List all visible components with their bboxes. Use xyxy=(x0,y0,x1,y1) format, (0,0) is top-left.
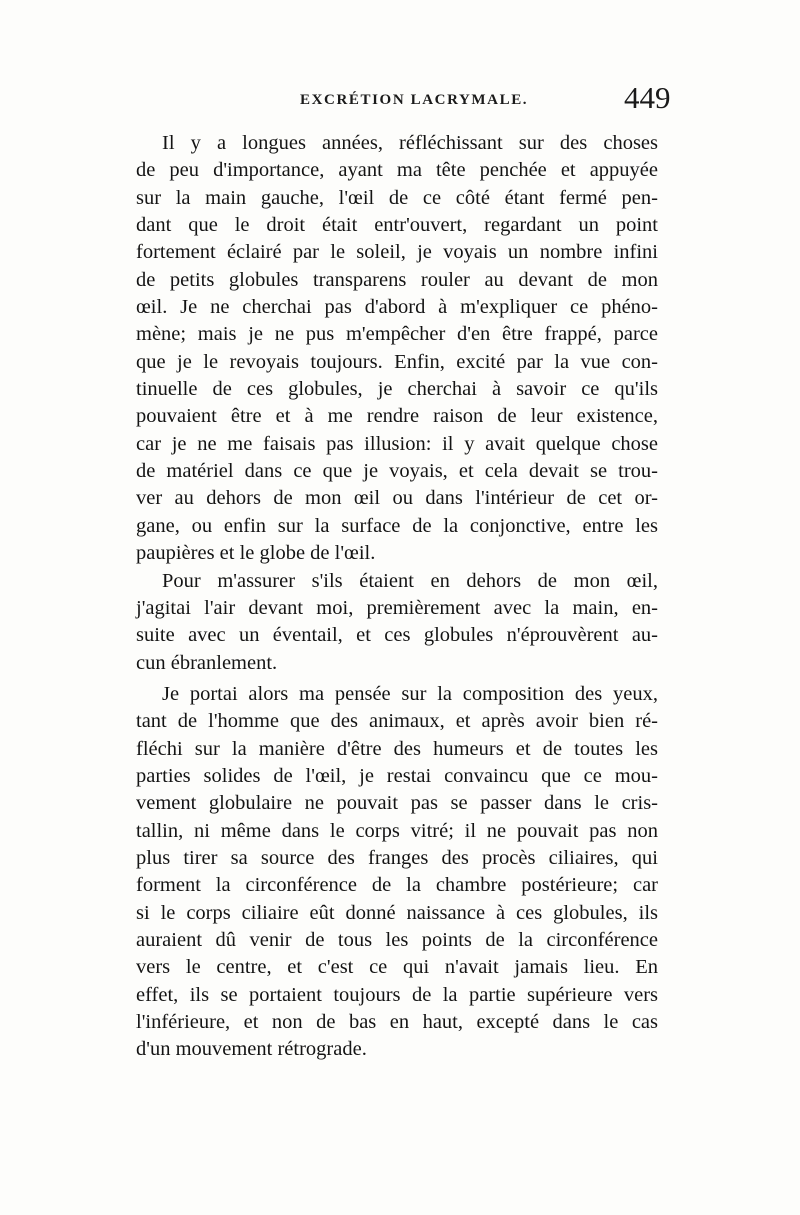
text-line: si le corps ciliaire eût donné naissance à ces globules, ils xyxy=(136,901,658,924)
text-line: effet, ils se portaient toujours de la partie supérieure vers xyxy=(136,983,658,1006)
text-line: tant de l'homme que des animaux, et après avoir bien ré- xyxy=(136,710,658,733)
text-line: l'inférieure, et non de bas en haut, excepté dans le cas xyxy=(136,1011,658,1033)
text-line: cun ébranlement. xyxy=(136,651,278,674)
text-line: vement globulaire ne pouvait pas se passer dans le cris- xyxy=(136,792,658,815)
text-line: que je le revoyais toujours. Enfin, excité par la vue con- xyxy=(136,350,658,373)
text-line: fortement éclairé par le soleil, je voyais un nombre infini xyxy=(136,241,658,264)
text-line: paupières et le globe de l'œil. xyxy=(136,542,376,565)
text-line: j'agitai l'air devant moi, premièrement avec la main, en- xyxy=(136,596,658,619)
text-line: de peu d'importance, ayant ma tête penchée et appuyée xyxy=(136,159,658,182)
text-line: car je ne me faisais pas illusion: il y avait quelque chose xyxy=(136,432,658,455)
text-line: fléchi sur la manière d'être des humeurs et de toutes les xyxy=(136,737,658,760)
text-line: de matériel dans ce que je voyais, et cela devait se trou- xyxy=(136,460,658,483)
text-line: d'un mouvement rétrograde. xyxy=(136,1038,367,1061)
text-line: pouvaient être et à me rendre raison de leur existence, xyxy=(136,405,658,428)
text-line: auraient dû venir de tous les points de la circonférence xyxy=(136,928,658,951)
text-line: suite avec un éventail, et ces globules n'éprouvèrent au- xyxy=(136,624,658,647)
text-line: sur la main gauche, l'œil de ce côté étant fermé pen- xyxy=(136,186,658,209)
text-line: tallin, ni même dans le corps vitré; il ne pouvait pas non xyxy=(136,819,658,842)
text-line: mène; mais je ne pus m'empêcher d'en être frappé, parce xyxy=(136,323,658,346)
text-line: vers le centre, et c'est ce qui n'avait jamais lieu. En xyxy=(136,956,658,979)
page-number: 449 xyxy=(624,80,671,115)
running-head: EXCRÉTION LACRYMALE. xyxy=(300,92,529,108)
text-line: plus tirer sa source des franges des procès ciliaires, qui xyxy=(136,846,658,869)
text-line: Je portai alors ma pensée sur la composition des yeux, xyxy=(162,682,658,705)
text-line: ver au dehors de mon œil ou dans l'intérieur de cet or- xyxy=(136,487,658,510)
text-line: Pour m'assurer s'ils étaient en dehors de mon œil, xyxy=(162,569,658,592)
text-line: dant que le droit était entr'ouvert, regardant un point xyxy=(136,214,658,237)
body-text xyxy=(136,130,658,1064)
text-line: parties solides de l'œil, je restai convaincu que ce mou- xyxy=(136,764,658,787)
text-line: forment la circonférence de la chambre postérieure; car xyxy=(136,874,658,897)
text-line: gane, ou enfin sur la surface de la conjonctive, entre les xyxy=(136,514,658,537)
text-line: tinuelle de ces globules, je cherchai à savoir ce qu'ils xyxy=(136,378,658,401)
text-line: œil. Je ne cherchai pas d'abord à m'expliquer ce phéno- xyxy=(136,296,658,319)
text-line: Il y a longues années, réfléchissant sur des choses xyxy=(162,132,658,154)
text-line: de petits globules transparens rouler au devant de mon xyxy=(136,268,658,291)
